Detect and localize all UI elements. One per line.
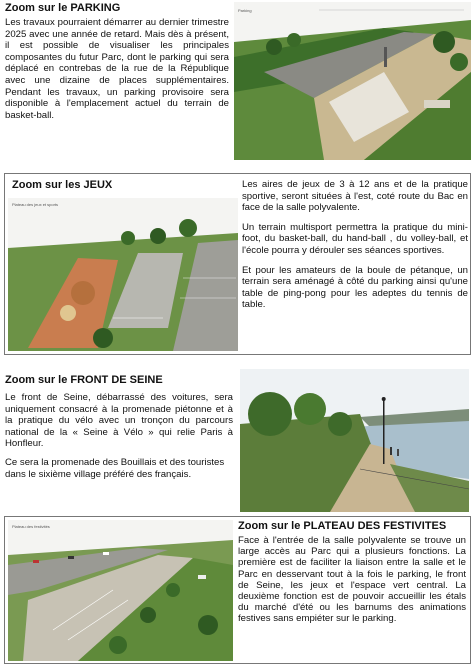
jeux-text-column: [242, 179, 468, 311]
jeux-paragraph: Et pour les amateurs de la boule de pétanque, un terrain sera aménagé à côté du parking ainsi qu'une table de ping-pong pour les adeptes du tennis de table.: [242, 264, 468, 311]
parking-image-label: Parking: [238, 8, 252, 13]
plateau-image-label: Plateau des festivités: [12, 524, 50, 529]
jeux-title: Zoom sur les JEUX: [12, 179, 113, 191]
jeux-section: [4, 173, 471, 355]
jeux-render-image: [8, 198, 238, 351]
plateau-title: Zoom sur le PLATEAU DES FESTIVITES: [238, 520, 447, 532]
jeux-paragraph: Les aires de jeux de 3 à 12 ans et de la pratique sportive, seront situées à l'est, coté route du Bac en face de la salle polyvalente.: [242, 179, 468, 214]
parking-title: Zoom sur le PARKING: [5, 2, 121, 14]
front-paragraph: Le front de Seine, débarrassé des voitures, sera uniquement consacré à la promenade piétonne et à la pratique du vélo avec un tronçon du parcours national de la « Seine à Vélo » qui relie Paris à Honfleur.: [5, 392, 233, 450]
front-text-column: [5, 392, 233, 480]
parking-text: Les travaux pourraient démarrer au dernier trimestre 2025 avec une année de retard. Mais dès à présent, il est possible de visualiser les principales composantes du futur Parc, dont le parking qui sera déplacé en contrebas de la rue de la République avec une dizaine de places supplémentaires. Pendant les travaux, un parking provisoire sera disponible à l'emplacement actuel du terrain de basket-ball.: [5, 17, 229, 121]
jeux-paragraph: Un terrain multisport permettra la pratique du mini-foot, du basket-ball, du hand-ball , du volley-ball, et l'école pourra y dérouler ses séances sportives.: [242, 221, 468, 256]
plateau-text-column: [238, 520, 466, 625]
parking-render-image: [234, 2, 471, 160]
front-paragraph: Ce sera la promenade des Bouillais et des touristes dans le sixième village préféré des français.: [5, 456, 225, 480]
plateau-section: [4, 516, 471, 664]
front-render-image: [240, 369, 469, 512]
plateau-render-image: [8, 520, 233, 661]
front-title: Zoom sur le FRONT DE SEINE: [5, 374, 163, 386]
plateau-text: Face à l'entrée de la salle polyvalente se trouve un large accès au Parc qui a plusieurs fonctions. La première est de faciliter la liaison entre la salle et le Parc en desservant tout à la fois le parking, le front de Seine, les jeux et l'espace vert central. La deuxième fonction est de pouvoir accueillir les étals du marché d'été ou les barnums des animations festives sans empiéter sur le parking.: [238, 535, 466, 625]
jeux-image-label: Plateau des jeux et sports: [12, 202, 59, 207]
